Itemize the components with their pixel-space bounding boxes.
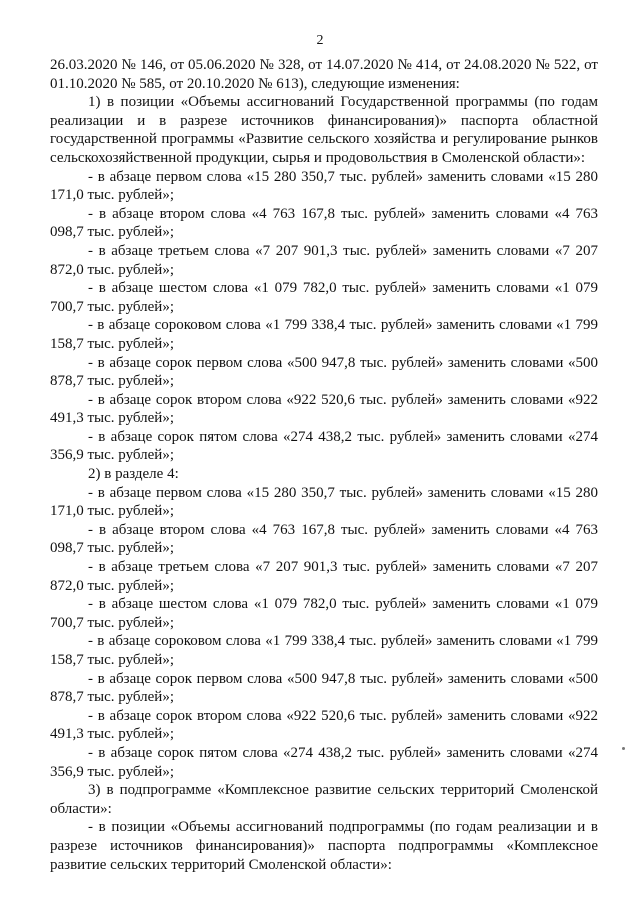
paragraph: - в абзаце первом слова «15 280 350,7 тыс. рублей» заменить словами «15 280 171,0 тыс. рублей»; xyxy=(50,168,598,204)
paragraph: 2) в разделе 4: xyxy=(88,466,179,483)
paragraph: - в абзаце шестом слова «1 079 782,0 тыс. рублей» заменить словами «1 079 700,7 тыс. рублей»; xyxy=(50,596,598,631)
paragraph: - в абзаце третьем слова «7 207 901,3 тыс. рублей» заменить словами «7 207 872,0 тыс. рублей»; xyxy=(50,559,598,594)
paragraph: - в абзаце сорок втором слова «922 520,6 тыс. рублей» заменить словами «922 491,3 тыс. рублей»; xyxy=(50,391,598,427)
paragraph: 26.03.2020 № 146, от 05.06.2020 № 328, от 14.07.2020 № 414, от 24.08.2020 № 522, от 01.10.2020 № 585, от 20.10.2020 № 613), следующие изменения: xyxy=(50,57,598,92)
page-number: 2 xyxy=(316,33,324,48)
paragraph: - в абзаце втором слова «4 763 167,8 тыс. рублей» заменить словами «4 763 098,7 тыс. рублей»; xyxy=(50,521,598,557)
document-body xyxy=(50,56,598,874)
paragraph: - в абзаце сорок пятом слова «274 438,2 тыс. рублей» заменить словами «274 356,9 тыс. рублей»; xyxy=(50,744,598,780)
paragraph: - в позиции «Объемы ассигнований подпрограммы (по годам реализации и в разрезе источников финансирования)» паспорта подпрограммы «Комплексное развитие сельских территорий Смоленской области»: xyxy=(50,819,598,873)
paragraph: - в абзаце сороковом слова «1 799 338,4 тыс. рублей» заменить словами «1 799 158,7 тыс. рублей»; xyxy=(50,633,598,668)
paragraph: - в абзаце первом слова «15 280 350,7 тыс. рублей» заменить словами «15 280 171,0 тыс. рублей»; xyxy=(50,484,598,520)
paragraph: - в абзаце сорок пятом слова «274 438,2 тыс. рублей» заменить словами «274 356,9 тыс. рублей»; xyxy=(50,428,598,464)
paragraph: - в абзаце сорок первом слова «500 947,8 тыс. рублей» заменить словами «500 878,7 тыс. рублей»; xyxy=(50,670,598,706)
paragraph: - в абзаце сороковом слова «1 799 338,4 тыс. рублей» заменить словами «1 799 158,7 тыс. рублей»; xyxy=(50,317,598,352)
paragraph: - в абзаце сорок втором слова «922 520,6 тыс. рублей» заменить словами «922 491,3 тыс. рублей»; xyxy=(50,707,598,743)
paragraph: - в абзаце сорок первом слова «500 947,8 тыс. рублей» заменить словами «500 878,7 тыс. рублей»; xyxy=(50,354,598,390)
paragraph: 1) в позиции «Объемы ассигнований Государственной программы (по годам реализации и в разрезе источников финансирования)» паспорта областной государственной программы «Развитие сельского хозяйства и регулирование рынков сельскохозяйственной продукции, сырья и продовольствия в Смоленской области»: xyxy=(50,94,598,166)
paragraph: - в абзаце третьем слова «7 207 901,3 тыс. рублей» заменить словами «7 207 872,0 тыс. рублей»; xyxy=(50,242,598,278)
scan-speck xyxy=(622,747,625,750)
paragraph: - в абзаце втором слова «4 763 167,8 тыс. рублей» заменить словами «4 763 098,7 тыс. рублей»; xyxy=(50,205,598,241)
paragraph: 3) в подпрограмме «Комплексное развитие сельских территорий Смоленской области»: xyxy=(50,782,598,817)
paragraph: - в абзаце шестом слова «1 079 782,0 тыс. рублей» заменить словами «1 079 700,7 тыс. рублей»; xyxy=(50,280,598,315)
